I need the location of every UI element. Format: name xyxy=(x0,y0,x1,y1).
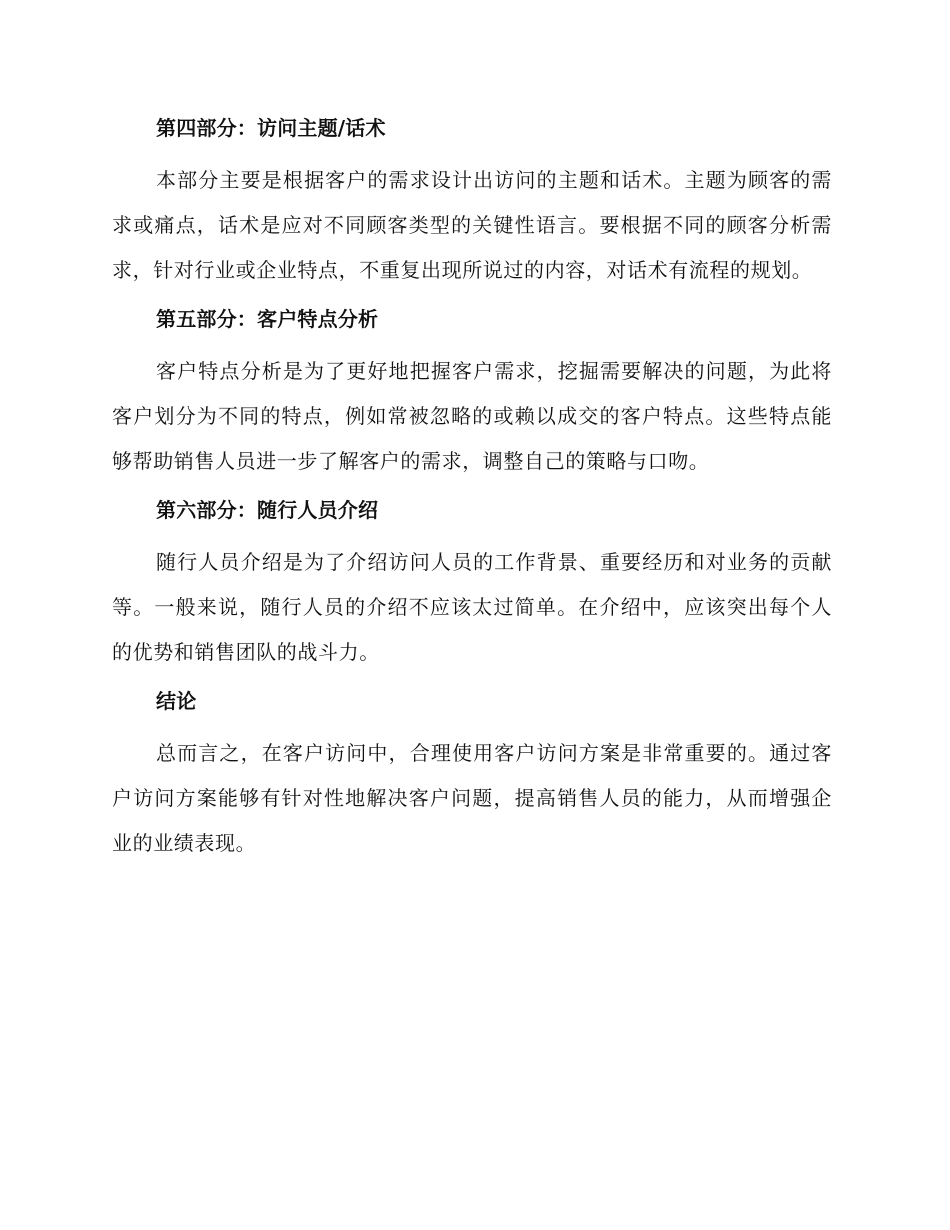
section-part-four xyxy=(112,112,832,293)
section-heading: 第六部分：随行人员介绍 xyxy=(156,498,379,522)
section-paragraph: 客户特点分析是为了更好地把握客户需求，挖掘需要解决的问题，为此将客户划分为不同的特点，例如常被忽略的或赖以成交的客户特点。这些特点能够帮助销售人员进一步了解客户的需求，调整自己的策略与口吻。 xyxy=(112,359,832,473)
section-paragraph: 总而言之，在客户访问中，合理使用客户访问方案是非常重要的。通过客户访问方案能够有针对性地解决客户问题，提高销售人员的能力，从而增强企业的业绩表现。 xyxy=(112,741,832,855)
section-heading: 结论 xyxy=(156,689,197,713)
section-paragraph: 随行人员介绍是为了介绍访问人员的工作背景、重要经历和对业务的贡献等。一般来说，随行人员的介绍不应该太过简单。在介绍中，应该突出每个人的优势和销售团队的战斗力。 xyxy=(112,550,832,664)
section-heading: 第四部分：访问主题/话术 xyxy=(156,116,386,140)
document-body xyxy=(112,112,832,866)
section-conclusion xyxy=(112,685,832,866)
section-part-five xyxy=(112,303,832,484)
section-heading: 第五部分：客户特点分析 xyxy=(156,307,379,331)
section-paragraph: 本部分主要是根据客户的需求设计出访问的主题和话术。主题为顾客的需求或痛点，话术是应对不同顾客类型的关键性语言。要根据不同的顾客分析需求，针对行业或企业特点，不重复出现所说过的内容，对话术有流程的规划。 xyxy=(112,168,832,282)
section-part-six xyxy=(112,494,832,675)
